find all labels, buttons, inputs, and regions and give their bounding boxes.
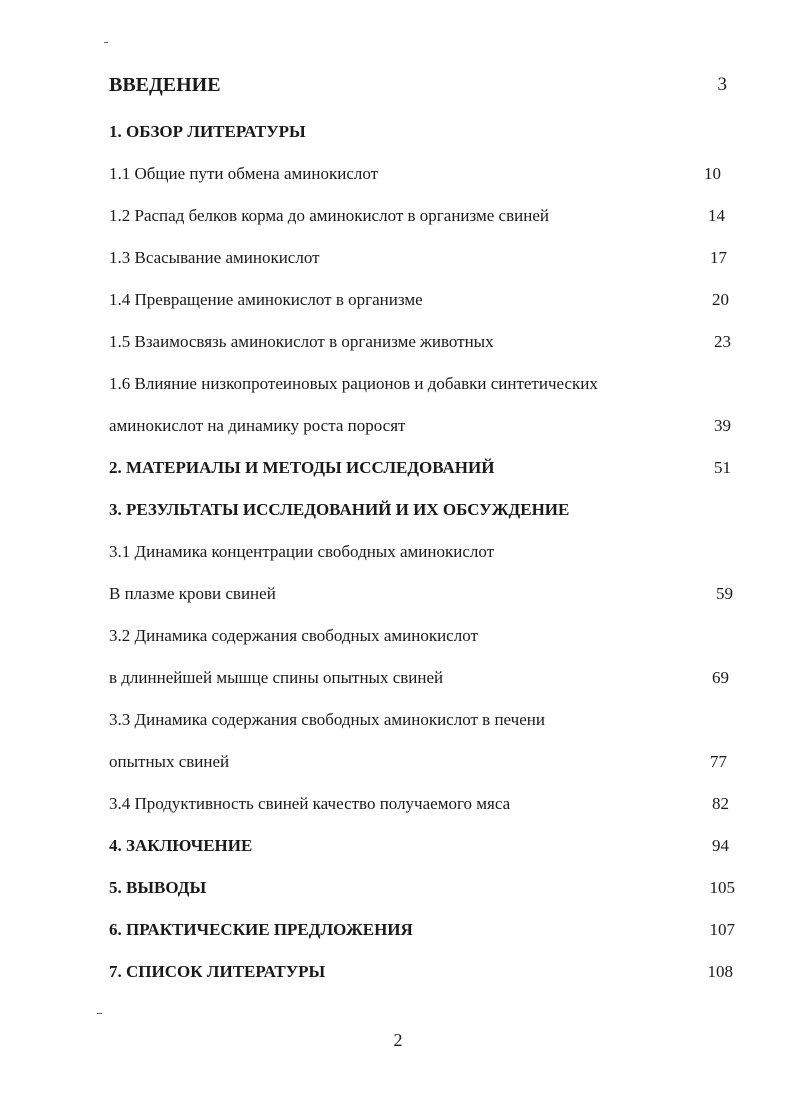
toc-title-section-6: 6. ПРАКТИЧЕСКИЕ ПРЕДЛОЖЕНИЯ <box>109 920 413 939</box>
toc-title-1-6-line2: аминокислот на динамику роста поросят <box>109 416 406 435</box>
toc-title-3-2-line1: 3.2 Динамика содержания свободных аминокислот <box>109 626 478 645</box>
page-number: 2 <box>393 1030 403 1050</box>
toc-page-1-2: 14 <box>708 206 725 225</box>
toc-title-3-3-line1: 3.3 Динамика содержания свободных аминокислот в печени <box>109 710 545 729</box>
toc-title-1-6-line1: 1.6 Влияние низкопротеиновых рационов и добавки синтетических <box>109 374 598 393</box>
toc-page-1-5: 23 <box>714 332 731 351</box>
toc-page-1-6: 39 <box>714 416 731 435</box>
toc-title-3-2-line2: в длиннейшей мышце спины опытных свиней <box>109 668 444 687</box>
toc-page-introduction: 3 <box>717 74 727 95</box>
toc-page-1-3: 17 <box>710 248 727 267</box>
toc-title-1-2: 1.2 Распад белков корма до аминокислот в организме свиней <box>109 206 549 225</box>
toc-title-introduction: ВВЕДЕНИЕ <box>109 74 221 96</box>
toc-page-3-3: 77 <box>710 752 727 771</box>
toc-title-3-1-line2: В плазме крови свиней <box>109 584 276 603</box>
toc-page-1-4: 20 <box>712 290 729 309</box>
toc-title-3-1-line1: 3.1 Динамика концентрации свободных аминокислот <box>109 542 495 561</box>
toc-page-section-7: 108 <box>707 962 733 981</box>
toc-title-1-5: 1.5 Взаимосвязь аминокислот в организме животных <box>109 332 494 351</box>
toc-title-section-4: 4. ЗАКЛЮЧЕНИЕ <box>109 836 253 855</box>
toc-page-3-2: 69 <box>712 668 729 687</box>
toc-title-1-1: 1.1 Общие пути обмена аминокислот <box>109 164 379 183</box>
toc-page-3-1: 59 <box>716 584 733 603</box>
toc-title-3-4: 3.4 Продуктивность свиней качество получаемого мяса <box>109 794 511 813</box>
toc-page-section-4: 94 <box>712 836 729 855</box>
toc-page-1-1: 10 <box>704 164 721 183</box>
toc-page-section-6: 107 <box>709 920 735 939</box>
scan-speck <box>97 1013 102 1014</box>
toc-title-1-4: 1.4 Превращение аминокислот в организме <box>109 290 423 309</box>
toc-page-section-2: 51 <box>714 458 731 477</box>
toc-title-1-3: 1.3 Всасывание аминокислот <box>109 248 320 267</box>
toc-page-section-5: 105 <box>709 878 735 897</box>
scan-speck <box>104 42 108 43</box>
toc-title-section-7: 7. СПИСОК ЛИТЕРАТУРЫ <box>109 962 326 981</box>
toc-title-section-2: 2. МАТЕРИАЛЫ И МЕТОДЫ ИССЛЕДОВАНИЙ <box>109 458 495 477</box>
toc-title-3-3-line2: опытных свиней <box>109 752 230 771</box>
toc-title-section-1: 1. ОБЗОР ЛИТЕРАТУРЫ <box>109 122 306 141</box>
toc-title-section-3: 3. РЕЗУЛЬТАТЫ ИССЛЕДОВАНИЙ И ИХ ОБСУЖДЕНИЕ <box>109 500 570 519</box>
toc-title-section-5: 5. ВЫВОДЫ <box>109 878 207 897</box>
toc-page-3-4: 82 <box>712 794 729 813</box>
